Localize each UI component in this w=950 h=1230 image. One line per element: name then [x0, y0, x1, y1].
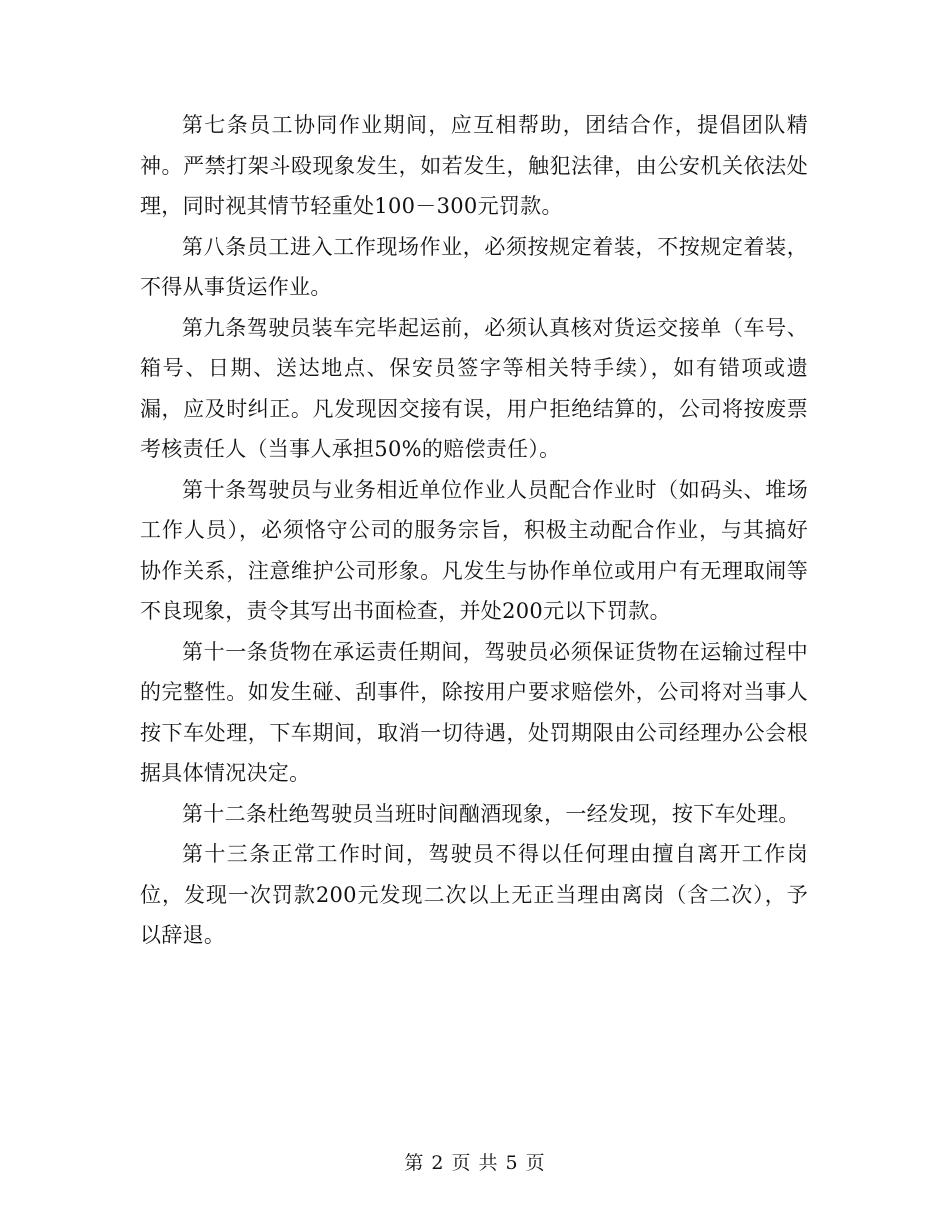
paragraph-article-10: 第十条驾驶员与业务相近单位作业人员配合作业时（如码头、堆场工作人员），必须恪守公司的服务宗旨，积极主动配合作业，与其搞好协作关系，注意维护公司形象。凡发生与协作单位或用户有无理取闹等不良现象，责令其写出书面检查，并处200元以下罚款。 [140, 477, 808, 623]
paragraph-article-8: 第八条员工进入工作现场作业，必须按规定着装，不按规定着装，不得从事货运作业。 [140, 234, 808, 299]
paragraph-article-13: 第十三条正常工作时间，驾驶员不得以任何理由擅自离开工作岗位，发现一次罚款200元发现二次以上无正当理由离岗（含二次），予以辞退。 [140, 842, 808, 947]
page-number-footer: 第 2 页 共 5 页 [404, 1152, 546, 1174]
paragraph-article-9: 第九条驾驶员装车完毕起运前，必须认真核对货运交接单（车号、箱号、日期、送达地点、保安员签字等相关特手续），如有错项或遗漏，应及时纠正。凡发现因交接有误，用户拒绝结算的，公司将按废票考核责任人（当事人承担50%的赔偿责任）。 [140, 315, 808, 461]
paragraph-article-7: 第七条员工协同作业期间，应互相帮助，团结合作，提倡团队精神。严禁打架斗殴现象发生，如若发生，触犯法律，由公安机关依法处理，同时视其情节轻重处100－300元罚款。 [140, 113, 808, 218]
paragraph-article-11: 第十一条货物在承运责任期间，驾驶员必须保证货物在运输过程中的完整性。如发生碰、刮事件，除按用户要求赔偿外，公司将对当事人按下车处理，下车期间，取消一切待遇，处罚期限由公司经理办公会根据具体情况决定。 [140, 639, 808, 785]
document-body [140, 105, 808, 956]
paragraph-article-12: 第十二条杜绝驾驶员当班时间酗酒现象，一经发现，按下车处理。 [182, 801, 800, 826]
